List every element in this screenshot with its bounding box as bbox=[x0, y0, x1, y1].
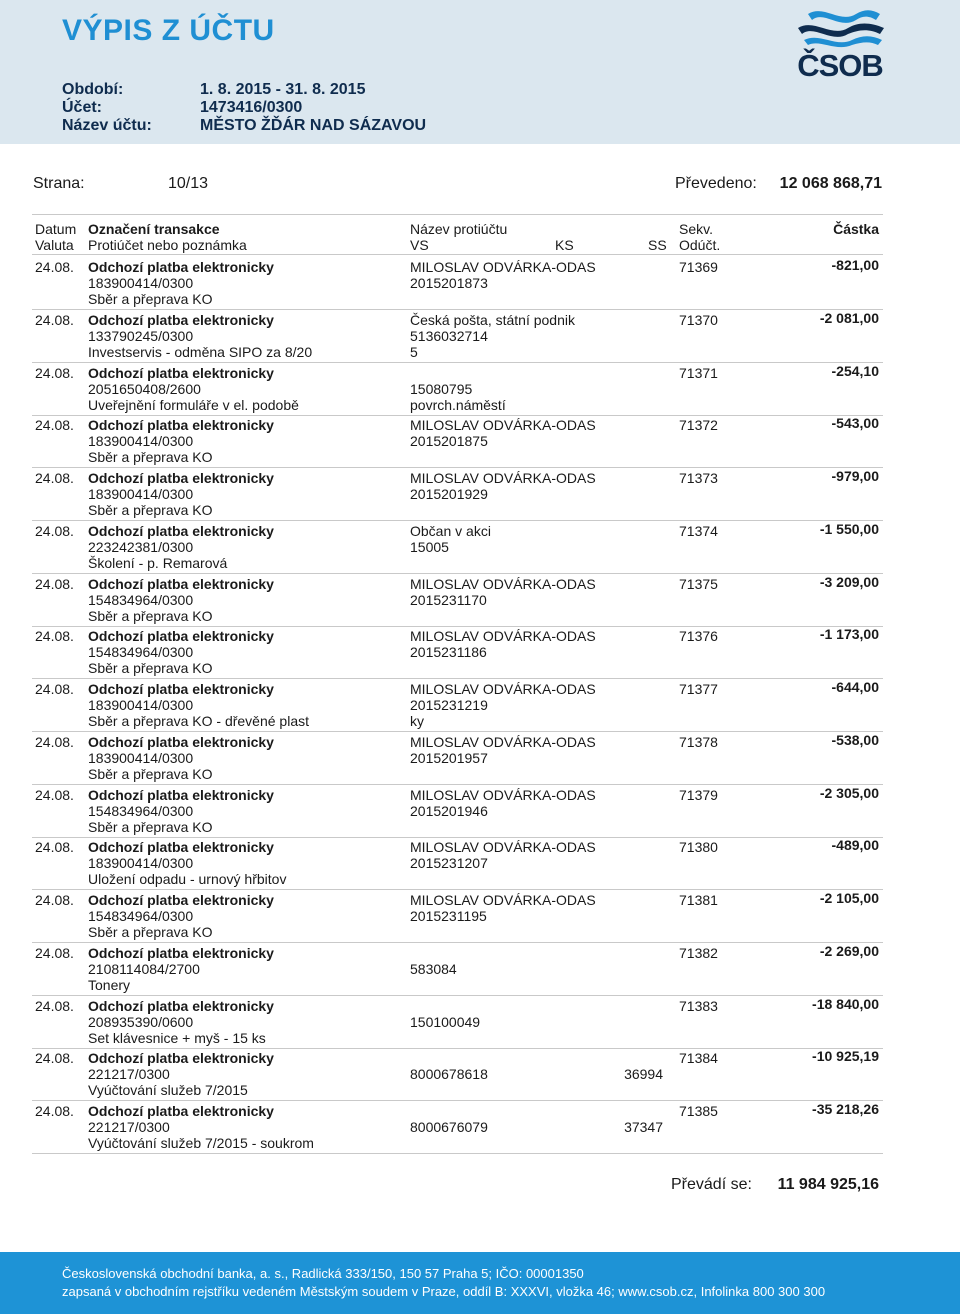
tx-type: Odchozí platba elektronicky bbox=[88, 259, 274, 275]
tx-amount: -821,00 bbox=[831, 257, 879, 273]
carried-label: Převedeno: bbox=[675, 175, 757, 192]
tx-counterparty: MILOSLAV ODVÁRKA-ODAS bbox=[410, 470, 596, 486]
tx-note: Vyúčtování služeb 7/2015 - soukrom bbox=[88, 1135, 314, 1151]
tx-type: Odchozí platba elektronicky bbox=[88, 1050, 274, 1067]
transaction-row bbox=[0, 892, 960, 944]
tx-counterparty: Občan v akci bbox=[410, 522, 491, 539]
tx-amount: -10 925,19 bbox=[812, 1048, 879, 1065]
row-divider bbox=[32, 520, 883, 521]
tx-amount: -2 081,00 bbox=[819, 309, 879, 326]
tx-vs: 8000678618 bbox=[410, 1066, 488, 1083]
tx-sequence: 71370 bbox=[679, 311, 718, 328]
tx-ss: 36994 bbox=[624, 1066, 663, 1083]
tx-note: Sběr a přeprava KO bbox=[88, 660, 213, 677]
col-counter-label: Protiúčet nebo poznámka bbox=[88, 237, 247, 253]
tx-type: Odchozí platba elektronicky bbox=[88, 1103, 274, 1119]
forward-value: 11 984 925,16 bbox=[777, 1176, 879, 1193]
transaction-row bbox=[0, 784, 960, 839]
tx-sequence: 71371 bbox=[679, 364, 718, 381]
tx-date: 24.08. bbox=[35, 997, 74, 1014]
tx-counterparty: MILOSLAV ODVÁRKA-ODAS bbox=[410, 786, 596, 803]
tx-sequence: 71382 bbox=[679, 944, 718, 961]
transaction-row bbox=[0, 362, 960, 417]
tx-vs: 2015231207 bbox=[410, 855, 488, 872]
tx-date: 24.08. bbox=[35, 628, 74, 645]
col-deducted: Odúčt. bbox=[679, 237, 721, 253]
tx-note: Tonery bbox=[88, 976, 131, 993]
tx-note: Uložení odpadu - urnový hřbitov bbox=[88, 871, 287, 888]
transaction-row bbox=[0, 942, 960, 997]
tx-type: Odchozí platba elektronicky bbox=[88, 364, 274, 381]
tx-counterparty: MILOSLAV ODVÁRKA-ODAS bbox=[410, 628, 596, 645]
col-date: Datum bbox=[35, 221, 77, 237]
tx-account: 221217/0300 bbox=[88, 1066, 170, 1083]
transaction-row bbox=[0, 470, 960, 522]
tx-account: 2108114084/2700 bbox=[88, 960, 200, 977]
tx-date: 24.08. bbox=[35, 733, 74, 750]
tx-note: Vyúčtování služeb 7/2015 bbox=[88, 1082, 248, 1099]
tx-date: 24.08. bbox=[35, 417, 74, 434]
col-currency: Valuta bbox=[35, 237, 74, 253]
tx-type: Odchozí platba elektronicky bbox=[88, 839, 274, 856]
tx-sequence: 71380 bbox=[679, 839, 718, 856]
tx-vs: 2015201873 bbox=[410, 275, 488, 291]
tx-amount: -2 269,00 bbox=[819, 942, 879, 959]
forward-label: Převádí se: bbox=[671, 1176, 752, 1193]
col-ks: KS bbox=[555, 237, 574, 253]
tx-amount: -2 105,00 bbox=[819, 890, 879, 906]
col-tx-label: Označení transakce bbox=[88, 221, 220, 237]
tx-note: Sběr a přeprava KO bbox=[88, 924, 213, 940]
account-label: Účet: bbox=[62, 99, 103, 116]
tx-counterparty: MILOSLAV ODVÁRKA-ODAS bbox=[410, 681, 596, 697]
tx-account: 183900414/0300 bbox=[88, 855, 194, 872]
tx-counterparty: Česká pošta, státní podnik bbox=[410, 311, 575, 328]
tx-account: 208935390/0600 bbox=[88, 1013, 194, 1030]
row-divider bbox=[32, 1153, 883, 1154]
transaction-row bbox=[0, 995, 960, 1050]
tx-sequence: 71372 bbox=[679, 417, 718, 434]
transaction-row bbox=[0, 1050, 960, 1102]
transaction-row bbox=[0, 520, 960, 575]
tx-amount: -543,00 bbox=[831, 415, 879, 432]
tx-type: Odchozí platba elektronicky bbox=[88, 997, 274, 1014]
tx-amount: -1 550,00 bbox=[819, 520, 879, 537]
row-divider bbox=[32, 626, 883, 627]
tx-vs: 2015201929 bbox=[410, 486, 488, 502]
transaction-row bbox=[0, 731, 960, 786]
tx-amount: -979,00 bbox=[831, 468, 879, 484]
header-divider-top bbox=[32, 214, 883, 215]
tx-sequence: 71378 bbox=[679, 733, 718, 750]
tx-type: Odchozí platba elektronicky bbox=[88, 628, 274, 645]
tx-counterparty: MILOSLAV ODVÁRKA-ODAS bbox=[410, 575, 596, 592]
tx-vs: 2015231170 bbox=[410, 591, 487, 608]
tx-amount: -1 173,00 bbox=[819, 626, 879, 643]
tx-account: 221217/0300 bbox=[88, 1119, 170, 1135]
tx-counterparty: MILOSLAV ODVÁRKA-ODAS bbox=[410, 892, 596, 908]
tx-type: Odchozí platba elektronicky bbox=[88, 470, 274, 486]
tx-note: Uveřejnění formuláře v el. podobě bbox=[88, 396, 299, 413]
tx-date: 24.08. bbox=[35, 1050, 74, 1067]
tx-account: 154834964/0300 bbox=[88, 908, 194, 924]
tx-sequence: 71374 bbox=[679, 522, 718, 539]
account-name-value: MĚSTO ŽĎÁR NAD SÁZAVOU bbox=[200, 117, 427, 134]
transaction-row bbox=[0, 417, 960, 469]
tx-note: Set klávesnice + myš - 15 ks bbox=[88, 1029, 266, 1046]
tx-account: 154834964/0300 bbox=[88, 802, 194, 819]
row-divider bbox=[32, 362, 883, 363]
tx-amount: -35 218,26 bbox=[812, 1101, 879, 1117]
tx-sequence: 71379 bbox=[679, 786, 718, 803]
tx-amount: -489,00 bbox=[831, 837, 879, 854]
row-divider bbox=[32, 309, 883, 310]
row-divider bbox=[32, 678, 883, 679]
tx-type: Odchozí platba elektronicky bbox=[88, 311, 274, 328]
transaction-row bbox=[0, 309, 960, 364]
tx-date: 24.08. bbox=[35, 522, 74, 539]
tx-date: 24.08. bbox=[35, 364, 74, 381]
row-divider bbox=[32, 573, 883, 574]
tx-date: 24.08. bbox=[35, 470, 74, 486]
tx-account: 183900414/0300 bbox=[88, 433, 194, 450]
tx-account: 154834964/0300 bbox=[88, 591, 194, 608]
tx-vs: 2015231186 bbox=[410, 644, 487, 661]
document-title: VÝPIS Z ÚČTU bbox=[62, 14, 275, 47]
transaction-row bbox=[0, 839, 960, 891]
csob-logo-wave-icon bbox=[790, 6, 890, 50]
tx-amount: -538,00 bbox=[831, 731, 879, 748]
tx-type: Odchozí platba elektronicky bbox=[88, 522, 274, 539]
tx-amount: -18 840,00 bbox=[812, 995, 879, 1012]
tx-vs: 583084 bbox=[410, 960, 457, 977]
tx-counterparty: MILOSLAV ODVÁRKA-ODAS bbox=[410, 259, 596, 275]
transaction-row bbox=[0, 573, 960, 628]
tx-note: Sběr a přeprava KO bbox=[88, 502, 213, 518]
footer-line1: Československá obchodní banka, a. s., Radlická 333/150, 150 57 Praha 5; IČO: 00001350 bbox=[62, 1266, 584, 1281]
tx-date: 24.08. bbox=[35, 575, 74, 592]
col-cp-name: Název protiúčtu bbox=[410, 221, 508, 237]
row-divider bbox=[32, 784, 883, 785]
tx-ss: 37347 bbox=[624, 1119, 663, 1135]
row-divider bbox=[32, 415, 883, 416]
footer bbox=[0, 1252, 960, 1314]
tx-account: 183900414/0300 bbox=[88, 749, 194, 766]
tx-type: Odchozí platba elektronicky bbox=[88, 786, 274, 803]
tx-type: Odchozí platba elektronicky bbox=[88, 417, 274, 434]
tx-vs: 2015201875 bbox=[410, 433, 488, 450]
tx-vs-extra: povrch.náměstí bbox=[410, 396, 506, 413]
col-ss: SS bbox=[648, 237, 667, 253]
tx-vs-extra: 5 bbox=[410, 343, 418, 360]
row-divider bbox=[32, 995, 883, 996]
tx-type: Odchozí platba elektronicky bbox=[88, 681, 274, 697]
tx-vs: 2015201946 bbox=[410, 802, 488, 819]
row-divider bbox=[32, 942, 883, 943]
tx-amount: -3 209,00 bbox=[819, 573, 879, 590]
csob-logo bbox=[790, 6, 890, 84]
account-value: 1473416/0300 bbox=[200, 99, 303, 116]
tx-type: Odchozí platba elektronicky bbox=[88, 575, 274, 592]
tx-vs: 5136032714 bbox=[410, 327, 488, 344]
tx-amount: -254,10 bbox=[831, 362, 879, 379]
tx-type: Odchozí platba elektronicky bbox=[88, 892, 274, 908]
row-divider bbox=[32, 1100, 883, 1101]
page-label: Strana: bbox=[33, 175, 85, 192]
tx-date: 24.08. bbox=[35, 311, 74, 328]
tx-account: 223242381/0300 bbox=[88, 538, 194, 555]
tx-account: 133790245/0300 bbox=[88, 327, 194, 344]
tx-note: Sběr a přeprava KO - dřevěné plast bbox=[88, 713, 310, 729]
tx-note: Školení - p. Remarová bbox=[88, 554, 228, 571]
row-divider bbox=[32, 837, 883, 838]
period-label: Období: bbox=[62, 81, 124, 98]
tx-note: Sběr a přeprava KO bbox=[88, 765, 213, 782]
tx-note: Sběr a přeprava KO bbox=[88, 818, 213, 835]
tx-account: 2051650408/2600 bbox=[88, 380, 201, 397]
tx-sequence: 71381 bbox=[679, 892, 718, 908]
tx-amount: -644,00 bbox=[831, 679, 879, 695]
carried-value: 12 068 868,71 bbox=[779, 175, 882, 192]
tx-vs: 15080795 bbox=[410, 380, 473, 397]
tx-counterparty: MILOSLAV ODVÁRKA-ODAS bbox=[410, 417, 596, 434]
tx-sequence: 71385 bbox=[679, 1103, 718, 1119]
transaction-row bbox=[0, 1103, 960, 1155]
tx-date: 24.08. bbox=[35, 1103, 74, 1119]
tx-date: 24.08. bbox=[35, 892, 74, 908]
transaction-row bbox=[0, 259, 960, 311]
tx-date: 24.08. bbox=[35, 786, 74, 803]
csob-logo-text: ČSOB bbox=[797, 48, 883, 83]
col-seq: Sekv. bbox=[679, 221, 713, 237]
tx-note: Sběr a přeprava KO bbox=[88, 607, 213, 624]
tx-vs: 15005 bbox=[410, 538, 449, 555]
tx-counterparty: MILOSLAV ODVÁRKA-ODAS bbox=[410, 839, 596, 856]
tx-note: Sběr a přeprava KO bbox=[88, 449, 213, 466]
row-divider bbox=[32, 889, 883, 890]
tx-sequence: 71373 bbox=[679, 470, 718, 486]
tx-sequence: 71377 bbox=[679, 681, 718, 697]
tx-type: Odchozí platba elektronicky bbox=[88, 733, 274, 750]
period-value: 1. 8. 2015 - 31. 8. 2015 bbox=[200, 81, 366, 98]
tx-sequence: 71384 bbox=[679, 1050, 718, 1067]
tx-vs: 2015201957 bbox=[410, 749, 488, 766]
tx-amount: -2 305,00 bbox=[819, 784, 879, 801]
tx-sequence: 71383 bbox=[679, 997, 718, 1014]
tx-date: 24.08. bbox=[35, 681, 74, 697]
row-divider bbox=[32, 1048, 883, 1049]
tx-vs: 2015231195 bbox=[410, 908, 487, 924]
footer-line2: zapsaná v obchodním rejstříku vedeném Městským soudem v Praze, oddíl B: XXXVI, vložka 46; www.csob.cz, Infolinka 800 300 300 bbox=[62, 1284, 826, 1299]
tx-sequence: 71375 bbox=[679, 575, 718, 592]
tx-vs-extra: ky bbox=[410, 713, 424, 729]
tx-note: Sběr a přeprava KO bbox=[88, 291, 213, 307]
tx-account: 183900414/0300 bbox=[88, 275, 194, 291]
row-divider bbox=[32, 731, 883, 732]
tx-counterparty: MILOSLAV ODVÁRKA-ODAS bbox=[410, 733, 596, 750]
transaction-row bbox=[0, 628, 960, 680]
tx-date: 24.08. bbox=[35, 839, 74, 856]
tx-vs: 8000676079 bbox=[410, 1119, 488, 1135]
tx-vs: 2015231219 bbox=[410, 697, 488, 713]
tx-type: Odchozí platba elektronicky bbox=[88, 944, 274, 961]
tx-account: 183900414/0300 bbox=[88, 697, 194, 713]
tx-account: 183900414/0300 bbox=[88, 486, 194, 502]
tx-date: 24.08. bbox=[35, 944, 74, 961]
tx-sequence: 71376 bbox=[679, 628, 718, 645]
tx-vs: 150100049 bbox=[410, 1013, 481, 1030]
tx-sequence: 71369 bbox=[679, 259, 718, 275]
header-divider-bottom bbox=[32, 254, 883, 255]
page-value: 10/13 bbox=[168, 175, 209, 192]
row-divider bbox=[32, 467, 883, 468]
col-vs: VS bbox=[410, 237, 429, 253]
tx-note: Investservis - odměna SIPO za 8/20 bbox=[88, 343, 313, 360]
col-amount: Částka bbox=[833, 221, 879, 237]
transaction-row bbox=[0, 681, 960, 733]
tx-account: 154834964/0300 bbox=[88, 644, 194, 661]
tx-date: 24.08. bbox=[35, 259, 74, 275]
account-name-label: Název účtu: bbox=[62, 117, 152, 134]
